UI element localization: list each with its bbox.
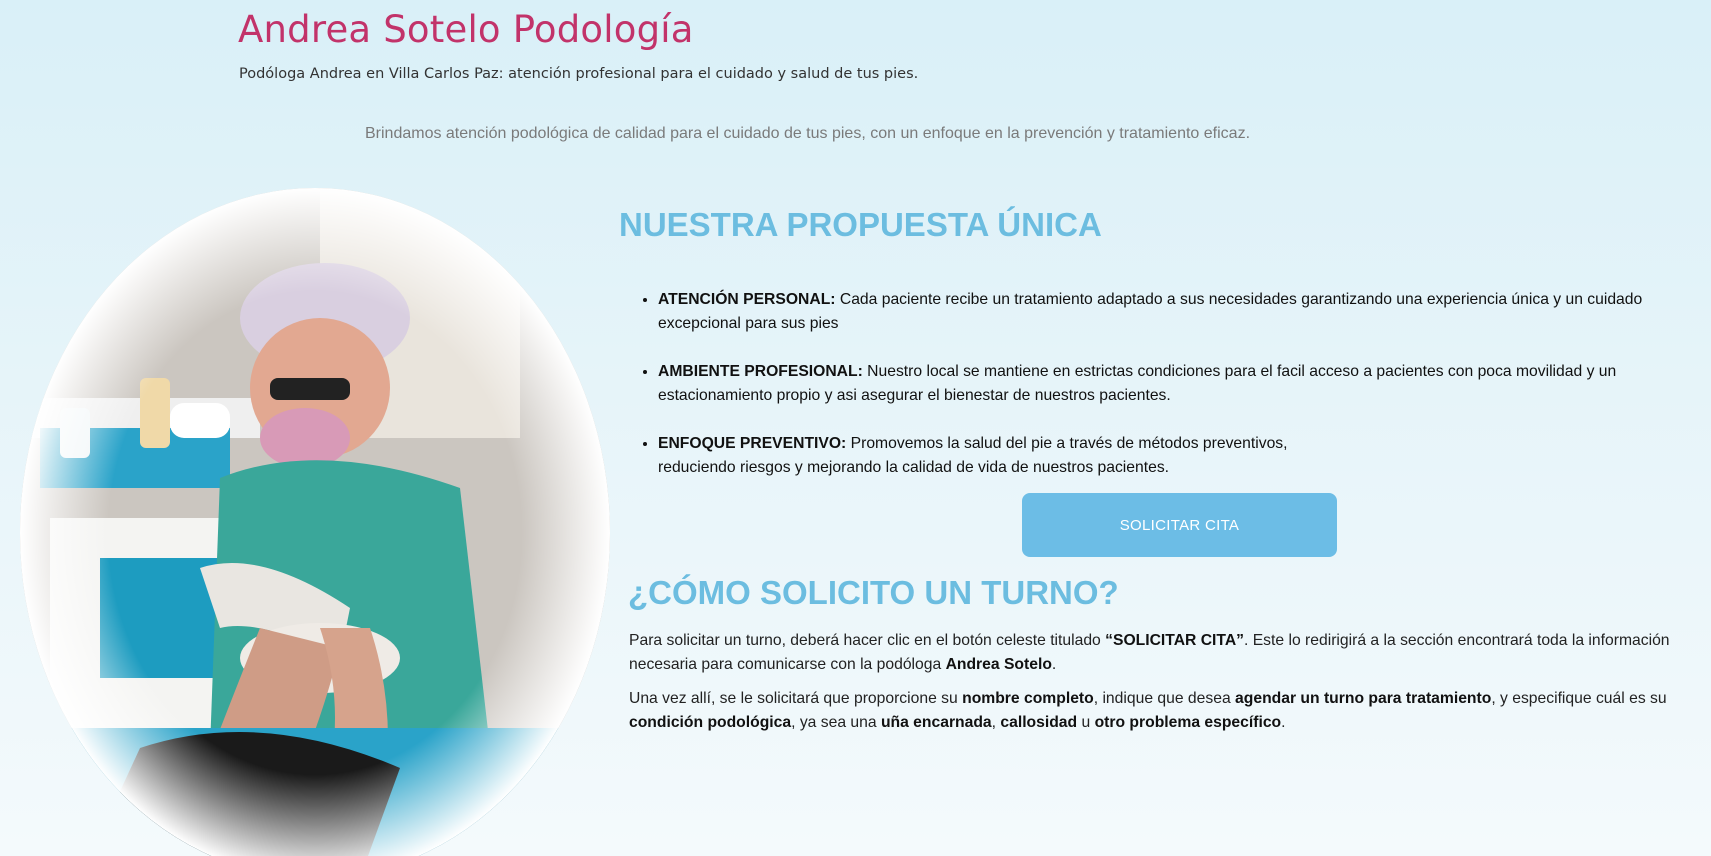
photo-illustration bbox=[20, 188, 610, 856]
text-bold: otro problema específico bbox=[1094, 714, 1282, 731]
text-span: u bbox=[1077, 714, 1095, 731]
text-span: , indique que desea bbox=[1093, 690, 1236, 707]
feature-text: Cada paciente recibe un tratamiento adaptado a sus necesidades garantizando una experiencia única y un cuidado excepcional para sus pies bbox=[658, 291, 1643, 332]
list-item bbox=[658, 432, 1710, 480]
text-span: Una vez allí, se le solicitará que proporcione su bbox=[629, 690, 963, 707]
text-span: . bbox=[1051, 656, 1057, 673]
text-bold: nombre completo bbox=[962, 690, 1094, 707]
proposal-heading: NUESTRA PROPUESTA ÚNICA bbox=[619, 206, 1102, 243]
text-bold: condición podológica bbox=[629, 714, 792, 731]
list-item bbox=[658, 288, 1710, 336]
podologist-photo bbox=[20, 188, 610, 856]
list-item bbox=[658, 360, 1710, 408]
feature-text: Promovemos la salud del pie a través de métodos preventivos, bbox=[846, 435, 1288, 452]
feature-term: ATENCIÓN PERSONAL: bbox=[658, 291, 836, 308]
site-title[interactable]: Andrea Sotelo Podología bbox=[238, 8, 694, 51]
text-span: Para solicitar un turno, deberá hacer clic en el botón celeste titulado bbox=[629, 632, 1106, 649]
text-span: . bbox=[1281, 714, 1286, 731]
turno-paragraph-1 bbox=[629, 629, 1699, 677]
text-bold: callosidad bbox=[1000, 714, 1078, 731]
text-bold: Andrea Sotelo bbox=[945, 656, 1052, 673]
text-bold: uña encarnada bbox=[880, 714, 992, 731]
turno-paragraph-2 bbox=[629, 687, 1699, 735]
intro-text: Brindamos atención podológica de calidad para el cuidado de tus pies, con un enfoque en la prevención y tratamiento eficaz. bbox=[364, 125, 1251, 142]
feature-term: ENFOQUE PREVENTIVO: bbox=[658, 435, 847, 452]
solicitar-cita-button[interactable]: SOLICITAR CITA bbox=[1022, 493, 1337, 557]
feature-text: Nuestro local se mantiene en estrictas condiciones para el facil acceso a pacientes con poca movilidad y un estacionamiento propio y asi asegurar el bienestar de nuestros pacientes. bbox=[658, 363, 1617, 404]
text-bold: agendar un turno para tratamiento bbox=[1235, 690, 1492, 707]
text-span: . Este lo redirigirá a la sección encontrará toda la información necesaria para comunicarse con la podóloga bbox=[629, 632, 1670, 673]
proposal-list bbox=[620, 288, 1710, 504]
site-tagline: Podóloga Andrea en Villa Carlos Paz: atención profesional para el cuidado y salud de tus pies. bbox=[239, 66, 919, 82]
text-bold: “SOLICITAR CITA” bbox=[1105, 632, 1244, 649]
turno-heading: ¿CÓMO SOLICITO UN TURNO? bbox=[628, 574, 1119, 611]
text-span: , y especifique cuál es su bbox=[1491, 690, 1667, 707]
photo-vignette bbox=[20, 188, 610, 856]
feature-text-continued: reduciendo riesgos y mejorando la calidad de vida de nuestros pacientes. bbox=[658, 459, 1170, 476]
text-span: , bbox=[991, 714, 1001, 731]
feature-term: AMBIENTE PROFESIONAL: bbox=[658, 363, 863, 380]
text-span: , ya sea una bbox=[791, 714, 881, 731]
